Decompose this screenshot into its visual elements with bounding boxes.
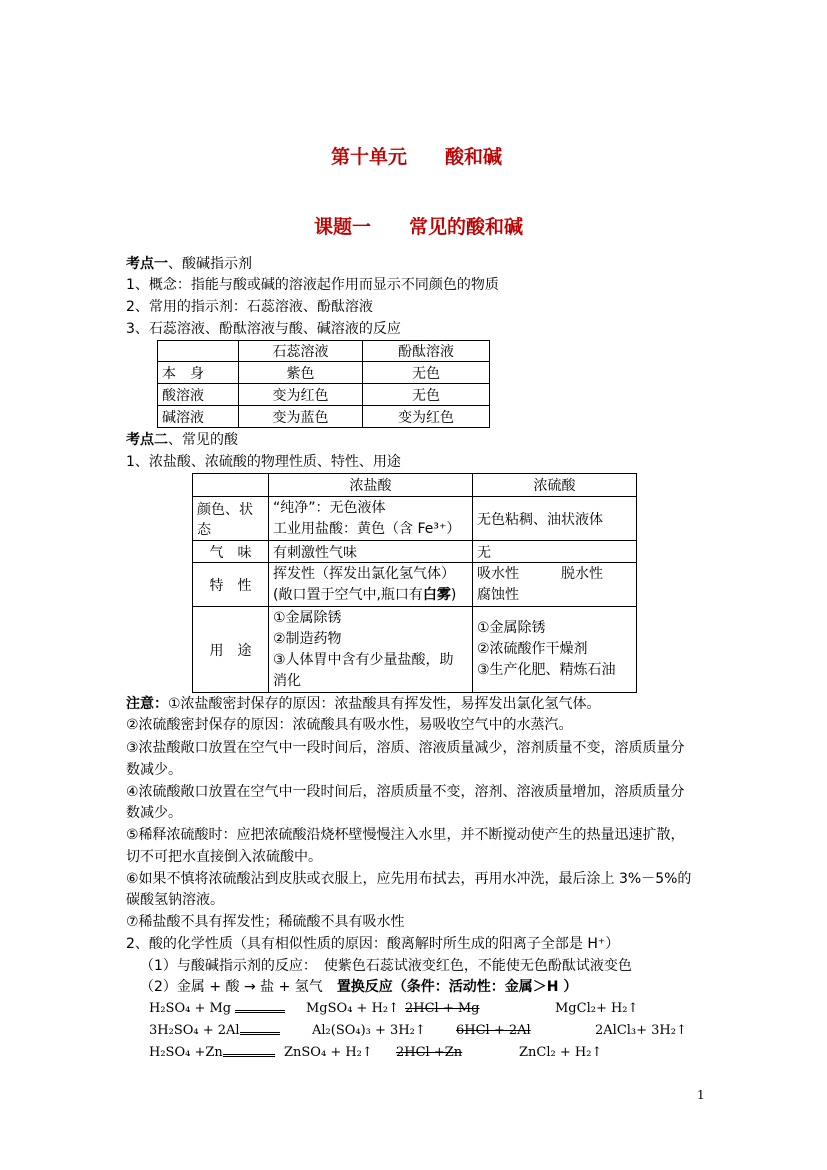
eq-2a	[149, 1023, 280, 1038]
t1-r1-c2: 无色	[363, 384, 490, 406]
t1-header-0	[158, 341, 239, 362]
note-4a: ④浓硫酸敞口放置在空气中一段时间后，溶质质量不变，溶剂、溶液质量增加，溶质质量分	[126, 784, 685, 800]
eq-2c	[456, 1023, 531, 1038]
t2-r4-h2so4-line3: ③生产化肥、精炼石油	[477, 662, 616, 678]
eq-1a-text: H₂SO₄ + Mg	[149, 1001, 232, 1016]
note-3b: 数减少。	[126, 762, 182, 778]
note-6a: ⑥如果不慎将浓硫酸沾到皮肤或衣服上，应先用布拭去，再用水冲洗，最后涂上 3%－5%的	[126, 871, 692, 887]
t2-r3-hcl-line2a: (敞口置于空气中,瓶口有	[273, 586, 423, 603]
t2-r3-hcl	[269, 563, 473, 607]
t2-r4-h2so4-line1: ①金属除锈	[477, 620, 546, 636]
t2-r4-h2so4-line2: ②浓硫酸作干燥剂	[477, 641, 588, 657]
t1-r0-c2: 无色	[363, 362, 490, 384]
eq-2d: 2AlCl₃+ 3H₂↑	[595, 1023, 687, 1038]
chem-line-3	[140, 977, 577, 997]
t2-r4-hcl-line4: 消化	[273, 672, 301, 689]
t2-r4-hcl-line1: ①金属除锈	[273, 609, 342, 626]
chem-line-1: 2、酸的化学性质（具有相似性质的原因：酸离解时所生成的阳离子全部是 H⁺）	[126, 936, 620, 952]
eq-2a-arrow	[240, 1026, 280, 1035]
t2-r1-label: 颜色、状态	[193, 497, 269, 541]
kp2-heading-rest: 、常见的酸	[168, 432, 238, 448]
note-5a: ⑤稀释浓硫酸时：应把浓硫酸沿烧杯壁慢慢注入水里，并不断搅动使产生的热量迅速扩散，	[126, 827, 685, 843]
t2-r3-h2so4	[473, 563, 637, 607]
eq-3c-text: 2HCl +Zn	[396, 1045, 463, 1060]
eq-2c-text: 6HCl + 2Al	[456, 1023, 531, 1038]
chem-line-2: （1）与酸碱指示剂的反应： 使紫色石蕊试液变红色，不能使无色酚酞试液变色	[140, 958, 632, 974]
kp2-heading	[126, 430, 238, 450]
indicator-table	[157, 340, 490, 428]
t1-r0-c1: 紫色	[239, 362, 363, 384]
t2-header-0	[193, 474, 269, 497]
note-7: ⑦稀盐酸不具有挥发性；稀硫酸不具有吸水性	[126, 914, 405, 930]
kp1-heading	[126, 254, 252, 274]
t2-r2-hcl: 有刺激性气味	[269, 541, 473, 563]
note-4b: 数减少。	[126, 805, 182, 821]
note-5b: 切不可把水直接倒入浓硫酸中。	[126, 849, 322, 865]
t2-r3-hcl-line2c: )	[450, 586, 457, 603]
t2-r4-label: 用 途	[193, 607, 269, 693]
t1-r1-c0: 酸溶液	[158, 384, 239, 406]
t1-r0-c0: 本 身	[158, 362, 239, 384]
note-1	[126, 694, 601, 714]
kp1-heading-rest: 、酸碱指示剂	[168, 256, 252, 272]
t2-r1-hcl	[269, 497, 473, 541]
t2-r4-hcl-line2: ②制造药物	[273, 630, 342, 647]
eq-1a	[149, 1001, 285, 1016]
t1-r2-c1: 变为蓝色	[239, 406, 363, 428]
kp2-heading-bold: 考点二	[126, 432, 168, 448]
note-1-text: ①浓盐酸密封保存的原因：浓盐酸具有挥发性，易挥发出氯化氢气体。	[168, 696, 601, 712]
t2-r3-hcl-line2	[273, 585, 468, 606]
t2-r3-label: 特 性	[193, 563, 269, 607]
eq-3a	[149, 1045, 275, 1060]
t2-r1-hcl-line1: “纯净”：无色液体	[273, 499, 386, 516]
kp1-line-1: 1、概念：指能与酸或碱的溶液起作用而显示不同颜色的物质	[126, 277, 499, 293]
kp1-line-3: 3、石蕊溶液、酚酞溶液与酸、碱溶液的反应	[126, 321, 401, 337]
eq-3b: ZnSO₄ + H₂↑	[284, 1045, 373, 1060]
page-number: 1	[697, 1088, 705, 1102]
t2-r2-h2so4: 无	[473, 541, 637, 563]
t2-r2-label: 气 味	[193, 541, 269, 563]
kp1-line-2: 2、常用的指示剂：石蕊溶液、酚酞溶液	[126, 299, 373, 315]
t2-r4-hcl	[269, 607, 473, 693]
eq-3d: ZnCl₂ + H₂↑	[519, 1045, 603, 1060]
t1-r2-c2: 变为红色	[363, 406, 490, 428]
eq-3a-arrow	[223, 1048, 275, 1057]
t2-r4-h2so4	[473, 607, 637, 693]
t2-header-1: 浓盐酸	[269, 474, 473, 497]
eq-2a-text: 3H₂SO₄ + 2Al	[149, 1023, 240, 1038]
t2-r3-h2so4-line2: 腐蚀性	[477, 586, 519, 603]
note-2: ②浓硫酸密封保存的原因：浓硫酸具有吸水性，易吸收空气中的水蒸汽。	[126, 717, 573, 733]
eq-1d: MgCl₂+ H₂↑	[555, 1001, 639, 1016]
eq-2b: Al₂(SO₄)₃ + 3H₂↑	[312, 1023, 426, 1038]
t2-r4-hcl-line3: ③人体胃中含有少量盐酸，助	[273, 651, 454, 668]
t2-r3-h2so4-line1: 吸水性 脱水性	[477, 565, 603, 582]
eq-1a-arrow	[235, 1004, 285, 1013]
kp1-heading-bold: 考点一	[126, 256, 168, 272]
unit-title: 第十单元 酸和碱	[331, 146, 503, 168]
eq-1b: MgSO₄ + H₂↑	[306, 1001, 400, 1016]
eq-3c	[396, 1045, 462, 1060]
lesson-title: 课题一 常见的酸和碱	[314, 216, 524, 238]
note-label: 注意：	[126, 696, 168, 712]
t2-r1-h2so4: 无色粘稠、油状液体	[473, 497, 637, 541]
note-3a: ③浓盐酸敞口放置在空气中一段时间后，溶质、溶液质量减少，溶剂质量不变，溶质质量分	[126, 740, 685, 756]
t1-r1-c1: 变为红色	[239, 384, 363, 406]
t1-r2-c0: 碱溶液	[158, 406, 239, 428]
chem-line-3b: 置换反应（条件：活动性：金属＞H ）	[336, 979, 578, 995]
eq-1c	[405, 1001, 480, 1016]
chem-line-3a: （2）金属 + 酸 → 盐 + 氢气	[140, 979, 337, 995]
t2-header-2: 浓硫酸	[473, 474, 637, 497]
note-6b: 碳酸氢钠溶液。	[126, 892, 224, 908]
t1-header-2: 酚酞溶液	[363, 341, 490, 362]
t1-header-1: 石蕊溶液	[239, 341, 363, 362]
acid-properties-table	[192, 473, 637, 693]
t2-r3-white-fog: 白雾	[422, 586, 451, 603]
eq-3a-text: H₂SO₄ +Zn	[149, 1045, 223, 1060]
eq-1c-text: 2HCl + Mg	[405, 1001, 480, 1016]
t2-r1-hcl-line2: 工业用盐酸：黄色（含 Fe³⁺）	[273, 520, 461, 537]
t2-r3-hcl-line1: 挥发性（挥发出氯化氢气体）	[273, 565, 455, 582]
kp2-line-1: 1、浓盐酸、浓硫酸的物理性质、特性、用途	[126, 454, 401, 470]
